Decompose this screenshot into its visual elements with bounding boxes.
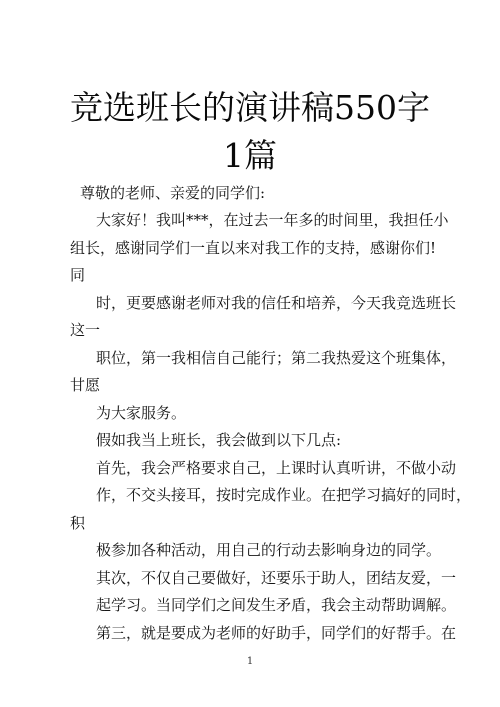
page-number: 1 bbox=[246, 656, 254, 667]
paragraph-line: 这一 bbox=[70, 321, 101, 339]
paragraph-line: 极参加各种活动，用自己的行动去影响身边的同学。 bbox=[96, 541, 442, 559]
paragraph-line: 大家好！我叫***，在过去一年多的时间里，我担任小 bbox=[96, 211, 449, 229]
paragraph-line: 为大家服务。 bbox=[96, 404, 187, 422]
paragraph-line: 假如我当上班长，我会做到以下几点: bbox=[96, 431, 342, 449]
document-title-line-2: 1篇 bbox=[223, 136, 277, 175]
paragraph-line: 起学习。当同学们之间发生矛盾，我会主动帮助调解。 bbox=[96, 596, 457, 614]
paragraph-line: 第三，就是要成为老师的好助手，同学们的好帮手。在 bbox=[96, 624, 457, 642]
paragraph-line: 组长，感谢同学们一直以来对我工作的支持，感谢你们! bbox=[70, 239, 437, 257]
paragraph-line: 其次，不仅自己要做好，还要乐于助人，团结友爱，一 bbox=[96, 569, 457, 587]
paragraph-line: 甘愿 bbox=[70, 376, 101, 394]
paragraph-line: 时，更要感谢老师对我的信任和培养，今天我竞选班长 bbox=[96, 294, 457, 312]
paragraph-line: 作，不交头接耳，按时完成作业。在把学习搞好的同时， bbox=[96, 486, 472, 504]
paragraph-line: 尊敬的老师、亲爱的同学们: bbox=[80, 184, 266, 202]
document-title-line-1: 竞选班长的演讲稿550字 bbox=[70, 88, 430, 127]
paragraph-line: 积 bbox=[70, 514, 86, 532]
paragraph-line: 同 bbox=[70, 266, 86, 284]
paragraph-line: 首先，我会严格要求自己，上课时认真听讲，不做小动 bbox=[96, 459, 457, 477]
paragraph-line: 职位，第一我相信自己能行；第二我热爱这个班集体， bbox=[96, 349, 457, 367]
